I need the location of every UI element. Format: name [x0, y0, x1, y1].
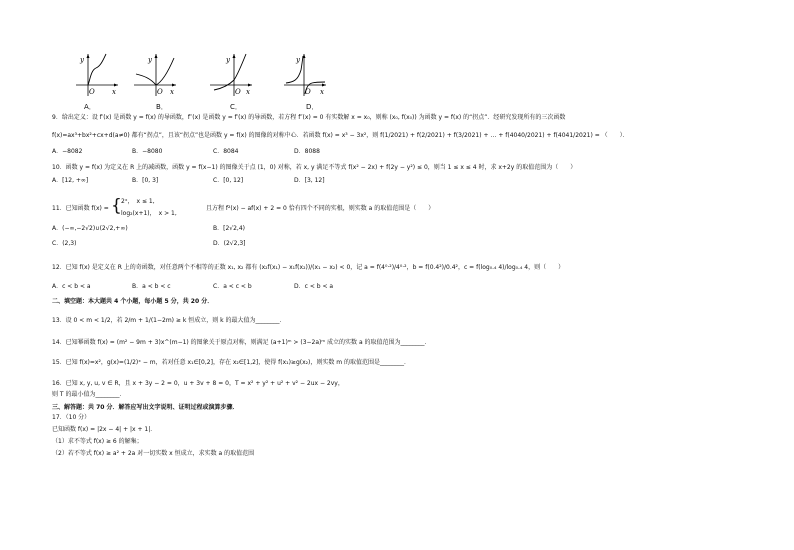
q11-brace: { — [111, 196, 122, 216]
q15: 15．已知 f(x)=x²，g(x)=(1/2)ˣ − m，若对任意 x₁∈[0,2]，存在 x₂∈[1,2]，使得 f(x₁)≥g(x₂)，则实数 m 的取值范围是________． — [52, 359, 411, 366]
q17-part1: （1）求不等式 f(x) ≥ 6 的解集； — [52, 438, 143, 445]
graph-label-c: C． — [230, 103, 242, 111]
q12-option-a: A．c < b < a — [52, 283, 91, 290]
section3-heading: 三、解答题：共 70 分．解答应写出文字说明、证明过程或演算步骤． — [52, 404, 239, 411]
svg-text:O: O — [235, 88, 241, 96]
graph-b — [132, 52, 178, 98]
graph-label-b: B． — [156, 103, 168, 111]
q12-option-d: D．c < b < a — [294, 283, 334, 290]
svg-text:y: y — [226, 56, 230, 64]
section2-heading: 二、填空题：本大题共 4 个小题，每小题 5 分，共 20 分． — [52, 298, 214, 305]
svg-text:x: x — [246, 88, 250, 96]
q11-option-c: C．(2,3) — [52, 240, 77, 247]
q10-option-c: C．[0, 12] — [213, 177, 244, 184]
svg-text:O: O — [305, 88, 311, 96]
svg-text:x: x — [170, 88, 174, 96]
q9-option-b: B．−8080 — [132, 148, 163, 155]
q17-header: 17．（10 分） — [52, 414, 91, 421]
q17-part2: （2）若不等式 f(x) ≥ a² + 2a 对一切实数 x 恒成立，求实数 a 的取值范围 — [52, 450, 255, 457]
q9-option-a: A．−8082 — [52, 148, 83, 155]
q12-option-b: B．a < b < c — [132, 283, 171, 290]
q14: 14．已知幂函数 f(x) = (m² − 9m + 3)x^(m−1) 的图象关于原点对称，则满足 (a+1)ᵐ > (3−2a)ᵐ 成立的实数 a 的取值范围为________． — [52, 339, 431, 346]
svg-text:y: y — [296, 56, 300, 64]
q12-stem: 12．已知 f(x) 是定义在 R 上的奇函数，对任意两个不相等的正数 x₁, x₂ 都有 (x₂f(x₁) − x₁f(x₂))/(x₁ − x₂) < 0，记 a = f(4⁰·²)/4⁰·²，b = f(0.4²)/0.4²，c = f(log₀.₄ 4)/log₀.₄ 4，则（ ） — [52, 264, 565, 271]
q10-stem: 10．函数 y = f(x) 为定义在 R 上的减函数，函数 y = f(x−1) 的图像关于点 (1，0) 对称，若 x, y 满足不等式 f(x² − 2x) + f(2y − y²) ≤ 0，则当 1 ≤ x ≤ 4 时，求 x+2y 的取值范围为（ ） — [52, 164, 577, 171]
q11-option-b: B．[2√2,4) — [213, 225, 245, 232]
q12-option-c: C．a < c < b — [213, 283, 252, 290]
q11-case2: log₂(x+1)， x > 1, — [121, 210, 177, 217]
svg-text:y: y — [80, 56, 84, 64]
q13: 13．设 0 < m < 1/2，若 2/m + 1/(1−2m) ≥ k 恒成立，则 k 的最大值为________． — [52, 317, 286, 324]
q11-option-d: D．(2√2,3] — [213, 240, 246, 247]
q9-line2: f(x)=ax³+bx²+cx+d(a≠0) 都有“拐点”，且该“拐点”也是函数 y = f(x) 的图像的对称中心．若函数 f(x) = x³ − 3x²，则 f(1/2021) + f(2/2021) + f(3/2021) + … + f(4040/2021) + f(4041/2021) = （ ）． — [52, 132, 629, 139]
svg-text:y: y — [148, 56, 152, 64]
q10-option-a: A．[12, +∞] — [52, 177, 89, 184]
graph-label-d: D． — [306, 103, 319, 111]
svg-text:x: x — [112, 88, 116, 96]
q9-line1: 9．给出定义：设 f′(x) 是函数 y = f(x) 的导函数，f″(x) 是函数 y = f′(x) 的导函数，若方程 f″(x) = 0 有实数解 x = x₀，则称 (x₀, f(x₀)) 为函数 y = f(x) 的“拐点”．经研究发现所有的三次函数 — [52, 114, 566, 121]
q11-stem-b: 且方程 f²(x) − af(x) + 2 = 0 恰有四个不同的实根，则实数 a 的取值范围是（ ） — [206, 205, 435, 212]
graph-a — [74, 52, 120, 98]
q16-line2: 则 T 的最小值为________． — [52, 391, 126, 398]
q16-line1: 16．已知 x, y, u, v ∈ R，且 x + 3y − 2 = 0，u + 3v + 8 = 0，T = x² + y² + u² + v² − 2ux − 2vy， — [52, 380, 344, 387]
graph-d — [282, 52, 328, 98]
graph-c — [208, 52, 254, 98]
q17-given: 已知函数 f(x) = |2x − 4| + |x + 1|． — [52, 426, 157, 433]
q11-option-a: A．(−∞,−2√2)∪(2√2,+∞) — [52, 225, 128, 232]
q11-stem-a: 11．已知函数 f(x) = — [52, 205, 109, 212]
svg-text:x: x — [320, 88, 324, 96]
graph-label-a: A． — [84, 103, 96, 111]
svg-text:O: O — [157, 88, 163, 96]
q10-option-b: B．[0, 3] — [132, 177, 159, 184]
q9-option-d: D．8088 — [294, 148, 320, 155]
q9-option-c: C．8084 — [213, 148, 239, 155]
q11-case1: 2ˣ， x ≤ 1, — [121, 198, 155, 205]
svg-text:O: O — [89, 88, 95, 96]
q10-option-d: D．[3, 12] — [294, 177, 325, 184]
